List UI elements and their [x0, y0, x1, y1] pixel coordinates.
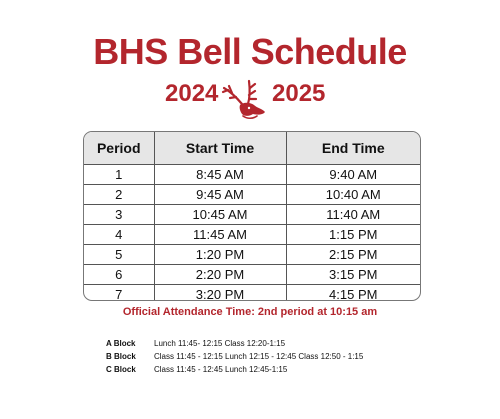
- block-label: A Block: [106, 339, 136, 348]
- year-end: 2025: [272, 80, 326, 107]
- period-cell: 4: [84, 225, 154, 245]
- end-time-cell: 2:15 PM: [286, 245, 420, 265]
- column-header-end-time: End Time: [286, 132, 420, 165]
- year-start: 2024: [165, 80, 219, 107]
- block-detail: Class 11:45 - 12:15 Lunch 12:15 - 12:45 Class 12:50 - 1:15: [154, 352, 364, 361]
- table-row: [84, 225, 420, 245]
- end-time-cell: 11:40 AM: [286, 205, 420, 225]
- end-time-cell: 4:15 PM: [286, 285, 420, 302]
- period-cell: 1: [84, 165, 154, 185]
- attendance-note: Official Attendance Time: 2nd period at 10:15 am: [122, 306, 378, 318]
- end-time-cell: 1:15 PM: [286, 225, 420, 245]
- page-title: BHS Bell Schedule: [93, 31, 407, 72]
- period-cell: 5: [84, 245, 154, 265]
- start-time-cell: 10:45 AM: [154, 205, 286, 225]
- start-time-cell: 1:20 PM: [154, 245, 286, 265]
- table-row: [84, 245, 420, 265]
- lunch-blocks: [106, 337, 486, 376]
- period-cell: 3: [84, 205, 154, 225]
- elk-head-icon: [219, 78, 271, 122]
- table-row: [84, 265, 420, 285]
- column-header-period: Period: [84, 132, 154, 165]
- block-label: C Block: [106, 365, 136, 374]
- list-item: [106, 337, 486, 350]
- list-item: [106, 350, 486, 363]
- period-cell: 6: [84, 265, 154, 285]
- block-detail: Class 11:45 - 12:45 Lunch 12:45-1:15: [154, 365, 288, 374]
- school-year: [0, 78, 500, 122]
- start-time-cell: 2:20 PM: [154, 265, 286, 285]
- period-cell: 7: [84, 285, 154, 302]
- bell-schedule-table: [83, 131, 421, 301]
- list-item: [106, 363, 486, 376]
- start-time-cell: 11:45 AM: [154, 225, 286, 245]
- start-time-cell: 3:20 PM: [154, 285, 286, 302]
- column-header-start-time: Start Time: [154, 132, 286, 165]
- block-detail: Lunch 11:45- 12:15 Class 12:20-1:15: [154, 339, 286, 348]
- period-cell: 2: [84, 185, 154, 205]
- end-time-cell: 9:40 AM: [286, 165, 420, 185]
- table-row: [84, 185, 420, 205]
- end-time-cell: 3:15 PM: [286, 265, 420, 285]
- table-header-row: [84, 132, 420, 165]
- table-row: [84, 205, 420, 225]
- start-time-cell: 9:45 AM: [154, 185, 286, 205]
- block-label: B Block: [106, 352, 136, 361]
- end-time-cell: 10:40 AM: [286, 185, 420, 205]
- start-time-cell: 8:45 AM: [154, 165, 286, 185]
- table-row: [84, 165, 420, 185]
- table-row: [84, 285, 420, 302]
